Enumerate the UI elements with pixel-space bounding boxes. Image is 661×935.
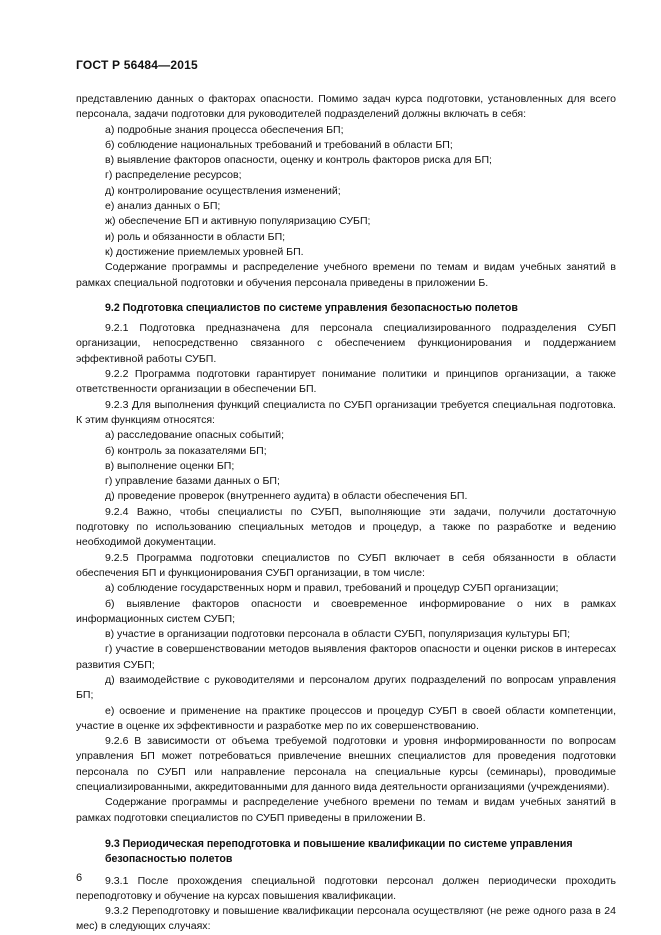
paragraph-9-3-1: 9.3.1 После прохождения специальной подготовки персонал должен периодически проходить переподготовку и обучение на курсах повышения квалификации. bbox=[76, 874, 616, 902]
list-item: д) контролирование осуществления изменений; bbox=[105, 184, 341, 197]
list-item: б) выявление факторов опасности и своевременное информирование о них в рамках информационных систем СУБП; bbox=[76, 597, 616, 625]
list-item: а) расследование опасных событий; bbox=[105, 429, 285, 442]
list-item: д) проведение проверок (внутреннего аудита) в области обеспечения БП. bbox=[105, 490, 468, 503]
list-item: б) контроль за показателями БП; bbox=[105, 444, 267, 457]
paragraph-9-2-6: 9.2.6 В зависимости от объема требуемой подготовки и уровня информированности по вопросам управления БП может потребоваться привлечение внешних специалистов для проведения подготовки персонала по СУБП или направление персонала на специальные курсы (семинары), проводимые специализированными, аккредитованными для данного вида деятельности организациями (учреждениями). bbox=[76, 735, 616, 794]
list-item: в) выявление факторов опасности, оценку и контроль факторов риска для БП; bbox=[105, 154, 492, 167]
section-heading-9-3: 9.3 Периодическая переподготовка и повышение квалификации по системе управления безопасностью полетов bbox=[105, 837, 573, 866]
list-item: б) соблюдение национальных требований и требований в области БП; bbox=[105, 138, 453, 151]
list-item: а) подробные знания процесса обеспечения БП; bbox=[105, 123, 344, 136]
list-item: и) роль и обязанности в области БП; bbox=[105, 230, 286, 243]
paragraph: Содержание программы и распределение учебного времени по темам и видам учебных занятий в рамках подготовки специалистов по СУБП приведены в приложении В. bbox=[76, 796, 616, 824]
list-item: а) соблюдение государственных норм и правил, требований и процедур СУБП организации; bbox=[105, 582, 559, 595]
list-item: к) достижение приемлемых уровней БП. bbox=[105, 245, 304, 258]
list-item: в) участие в организации подготовки персонала в области СУБП, популяризация культуры БП; bbox=[105, 628, 571, 641]
paragraph-9-2-1: 9.2.1 Подготовка предназначена для персонала специализированного подразделения СУБП организации, непосредственно связанного с обеспечением функционирования и поддержанием эффективной работы СУБП. bbox=[76, 322, 616, 365]
paragraph-9-2-4: 9.2.4 Важно, чтобы специалисты по СУБП, выполняющие эти задачи, получили достаточную подготовку по использованию специальных методов и процедур, а также по разработке и ведению необходимой документации. bbox=[76, 505, 616, 549]
paragraph: Содержание программы и распределение учебного времени по темам и видам учебных занятий в рамках специальной подготовки и обучения персонала приведены в приложении Б. bbox=[76, 261, 616, 289]
paragraph-9-3-2: 9.3.2 Переподготовку и повышение квалификации персонала осуществляют (не реже одного раза в 24 мес) в следующих случаях: bbox=[76, 905, 616, 933]
page-number: 6 bbox=[76, 872, 83, 884]
list-item: г) управление базами данных о БП; bbox=[105, 475, 280, 488]
list-item: в) выполнение оценки БП; bbox=[105, 459, 235, 472]
document-body bbox=[76, 92, 616, 935]
paragraph-9-2-3: 9.2.3 Для выполнения функций специалиста по СУБП организации требуется специальная подготовка. К этим функциям относятся: bbox=[76, 398, 616, 426]
list-item: г) участие в совершенствовании методов выявления факторов опасности и оценки рисков в интересах развития СУБП; bbox=[76, 643, 616, 671]
list-item: е) освоение и применение на практике процессов и процедур СУБП в своей области компетенции, участие в оценке их эффективности и разработке мер по их совершенствованию. bbox=[76, 704, 616, 732]
list-item: д) взаимодействие с руководителями и персоналом других подразделений по вопросам управления БП; bbox=[76, 673, 616, 702]
standard-header: ГОСТ Р 56484—2015 bbox=[76, 58, 198, 72]
intro-paragraph: представлению данных о факторах опасности. Помимо задач курса подготовки, установленных для всего персонала, задачи подготовки для руководителей подразделений должны включать в себя: bbox=[76, 93, 616, 121]
list-item: ж) обеспечение БП и активную популяризацию СУБП; bbox=[105, 215, 371, 228]
section-heading-9-2: 9.2 Подготовка специалистов по системе управления безопасностью полетов bbox=[105, 301, 518, 314]
paragraph-9-2-5: 9.2.5 Программа подготовки специалистов по СУБП включает в себя обязанности в области обеспечения БП и функционирования СУБП организации, в том числе: bbox=[76, 551, 616, 579]
paragraph-9-2-2: 9.2.2 Программа подготовки гарантирует понимание политики и принципов организации, а также ответственности организации в обеспечении БП. bbox=[76, 368, 616, 396]
list-item: е) анализ данных о БП; bbox=[105, 200, 221, 213]
list-item: г) распределение ресурсов; bbox=[105, 169, 242, 182]
